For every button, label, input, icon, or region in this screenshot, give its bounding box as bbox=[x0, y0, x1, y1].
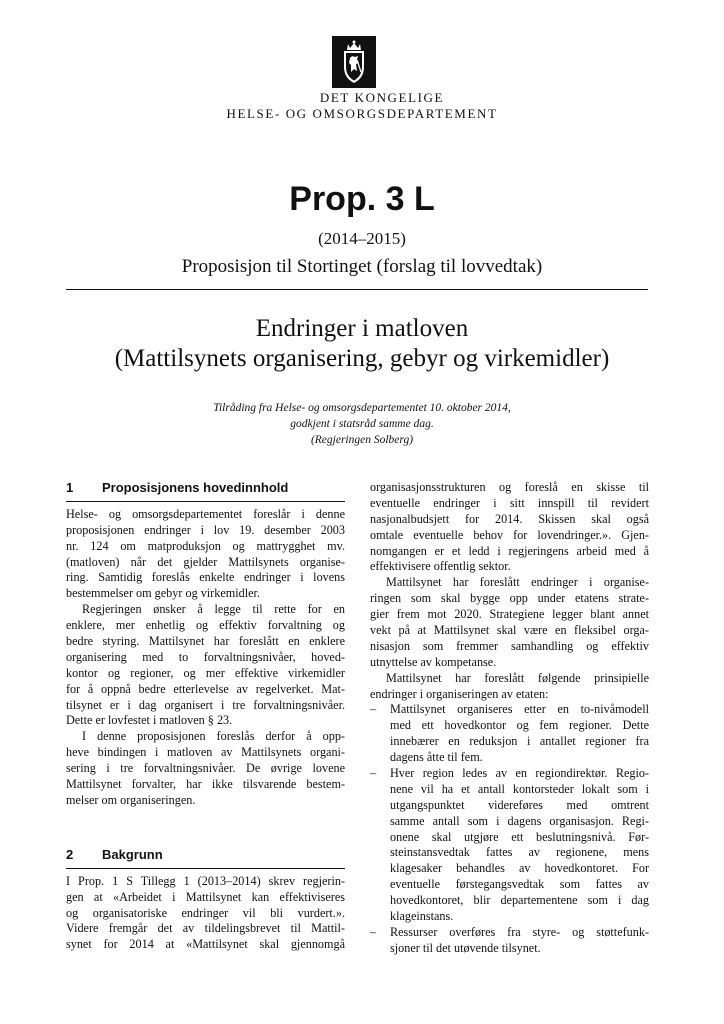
approval-line: (Regjeringen Solberg) bbox=[310, 434, 414, 446]
bullet-text: samme antall som i dagens organisasjon. Regi- bbox=[390, 813, 649, 828]
text-line: utnyttelse av kompetanse. bbox=[370, 654, 497, 669]
bullet-text: med ett hovedkontor og fem regioner. Dette bbox=[390, 718, 649, 733]
text-line: Dette er lovfestet i matloven § 23. bbox=[66, 713, 233, 728]
bullet-item bbox=[370, 766, 649, 782]
text-line: I denne proposisjonen foreslås derfor å opp- bbox=[82, 729, 345, 744]
text-line: gen at «Arbeidet i Mattilsynet kan effektiviseres bbox=[66, 889, 345, 904]
text-line: melser om organiseringen. bbox=[66, 792, 196, 807]
text-line: bedre styring. Mattilsynet har foreslått en enklere bbox=[66, 634, 345, 649]
norwegian-coat-of-arms-icon bbox=[332, 36, 376, 88]
approval-note bbox=[0, 400, 724, 448]
text-line: proposisjonen endringer i lov 19. desember 2003 bbox=[66, 522, 345, 537]
section-title: Proposisjonens hovedinnhold bbox=[102, 480, 289, 495]
text-line: organisasjonsstrukturen og foreslå en skisse til bbox=[370, 480, 649, 494]
text-line: nisasjon som fremmer samhandling og effektiv bbox=[370, 638, 649, 653]
section-title: Bakgrunn bbox=[102, 846, 163, 862]
text-line: Mattilsynet har foreslått følgende prinsipielle bbox=[386, 670, 649, 685]
text-line: gier frem mot 2020. Strategiene legger blant annet bbox=[370, 607, 649, 622]
text-line: sering i tre forvaltningsnivåer. De øvrige lovene bbox=[66, 761, 345, 776]
bullet-text: steinstansvedtak fattes av regionene, mens bbox=[390, 845, 649, 860]
text-line: Regjeringen ønsker å legge til rette for en bbox=[82, 602, 345, 617]
text-line: bestemmelser om gebyr og virkemidler. bbox=[66, 586, 260, 601]
left-column bbox=[66, 480, 345, 953]
text-line: ringen som skal bygge opp under etatens strate- bbox=[370, 591, 649, 606]
text-line: vekt på at Mattilsynet skal være en fleksibel orga- bbox=[370, 623, 649, 638]
text-line: ring. Samtidig foreslås enkelte endringer i lovens bbox=[66, 570, 345, 585]
text-line: for å oppnå bedre etterlevelse av regelverket. Mat- bbox=[66, 681, 345, 696]
text-line: nomgangen er et ledd i regjeringens arbeid med å bbox=[370, 543, 649, 558]
approval-line: godkjent i statsråd samme dag. bbox=[290, 418, 434, 430]
text-line: Mattilsynet forvalter, har ikke tilsvarende bestem- bbox=[66, 777, 345, 792]
text-line: organisering med to forvaltningsnivåer, hoved- bbox=[66, 649, 345, 664]
approval-line: Tilråding fra Helse- og omsorgsdepartementet 10. oktober 2014, bbox=[213, 402, 511, 414]
bullet-text: innebærer en reduksjon i antallet regioner fra bbox=[390, 734, 649, 749]
text-line: og organisatoriske endringer vil bli vurdert.». bbox=[66, 905, 345, 920]
section-heading-2 bbox=[66, 847, 345, 869]
bullet-dash: – bbox=[370, 766, 377, 781]
department-name-line1: DET KONGELIGE bbox=[319, 90, 445, 105]
proposition-title: Prop. 3 L bbox=[289, 180, 435, 218]
bullet-text: Hver region ledes av en regiondirektør. Regio- bbox=[390, 766, 649, 781]
text-line: I Prop. 1 S Tillegg 1 (2013–2014) skrev regjerin- bbox=[66, 873, 345, 888]
bullet-text: eventuelle førstegangsvedtak som fattes av bbox=[390, 877, 649, 892]
bullet-item bbox=[370, 702, 649, 718]
bullet-text: nene vil ha et antall kontorsteder lokalt som i bbox=[390, 781, 649, 796]
text-line: kontor og regioner, og mer effektive virkemidler bbox=[66, 665, 345, 680]
text-line: eventuelle endringer i sitt innspill til revidert bbox=[370, 495, 649, 510]
text-line: (matloven) når det gjelder Mattilsynets organise- bbox=[66, 554, 345, 569]
text-line: Helse- og omsorgsdepartementet foreslår i denne bbox=[66, 506, 345, 521]
bullet-text: Ressurser overføres fra styre- og støttefunk- bbox=[390, 924, 649, 939]
text-line: omtale eventuelle behov for lovendringer.». Gjen- bbox=[370, 527, 649, 542]
document-title-line2: (Mattilsynets organisering, gebyr og virkemidler) bbox=[114, 345, 610, 372]
text-line: tilsynet er i dag organisert i tre forvaltningsnivåer. bbox=[66, 697, 345, 712]
section-number: 1 bbox=[66, 480, 74, 495]
text-line: effektivisere offentlig sektor. bbox=[370, 559, 511, 574]
bullet-text: klageinstans. bbox=[390, 909, 454, 924]
text-line: Mattilsynet har foreslått endringer i organise- bbox=[386, 575, 649, 590]
bullet-text: Mattilsynet organiseres etter en to-nivåmodell bbox=[390, 702, 649, 717]
right-column bbox=[370, 480, 649, 957]
bullet-text: dagens åtte til fem. bbox=[390, 750, 483, 765]
section-number: 2 bbox=[66, 846, 74, 862]
bullet-item bbox=[370, 925, 649, 941]
bullet-text: hovedkontoret, blir departementene som i dag bbox=[390, 893, 649, 908]
text-line: heve bindingen i matloven av Mattilsynets organi- bbox=[66, 745, 345, 760]
divider bbox=[66, 289, 648, 290]
text-line: nr. 124 om matproduksjon og mattrygghet mv. bbox=[66, 538, 345, 553]
bullet-dash: – bbox=[370, 924, 377, 939]
bullet-text: klagesaker behandles av hovedkontoret. For bbox=[390, 861, 649, 876]
bullet-text: onene skal utgjøre ett beslutningsnivå. Før- bbox=[390, 829, 649, 844]
proposition-kind: Proposisjon til Stortinget (forslag til lovvedtak) bbox=[181, 256, 543, 277]
bullet-text: sjoner til det utøvende tilsynet. bbox=[390, 940, 541, 955]
text-line: enklere, mer enhetlig og effektiv forvaltning og bbox=[66, 618, 345, 633]
text-line: endringer i organiseringen av etaten: bbox=[370, 686, 549, 701]
text-line: Videre fremgår det av tildelingsbrevet til Mattil- bbox=[66, 921, 345, 936]
text-line: synet for 2014 at «Mattilsynet skal gjennomgå bbox=[66, 937, 345, 952]
bullet-text: utgangspunktet videreføres med omtrent bbox=[390, 797, 649, 812]
department-name-line2: HELSE- OG OMSORGSDEPARTEMENT bbox=[226, 106, 498, 121]
document-title-line1: Endringer i matloven bbox=[255, 315, 469, 342]
section-heading-1 bbox=[66, 480, 345, 502]
proposition-year: (2014–2015) bbox=[318, 229, 406, 248]
bullet-dash: – bbox=[370, 702, 377, 717]
text-line: nasjonalbudsjett for 2014. Skissen skal også bbox=[370, 511, 649, 526]
